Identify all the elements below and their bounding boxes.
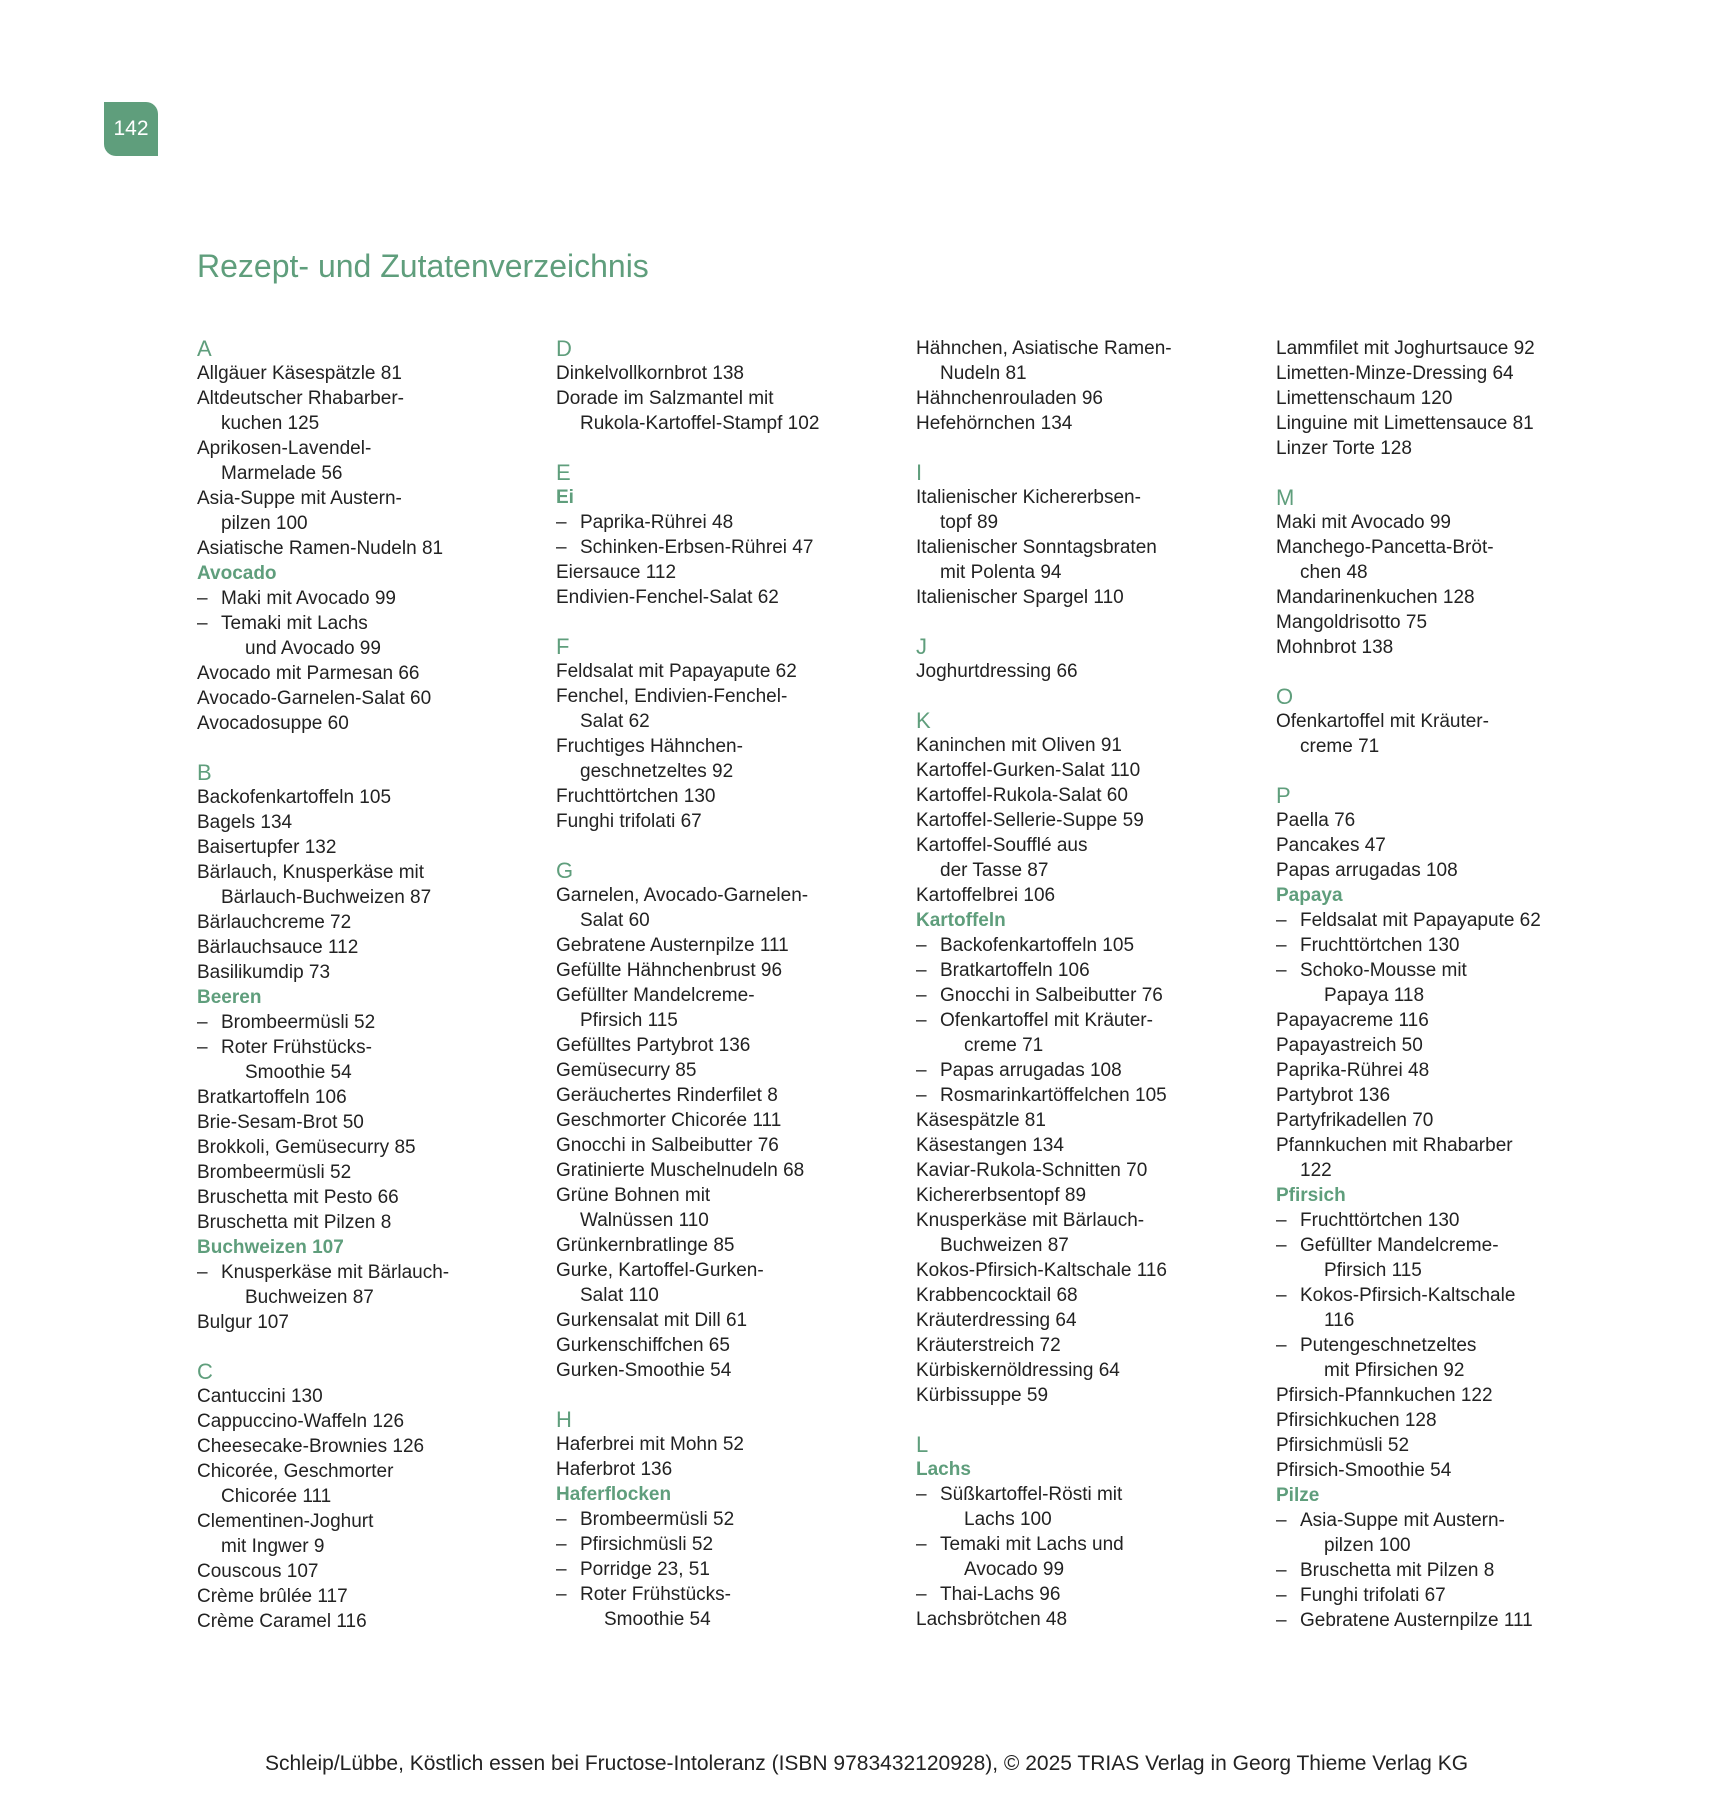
index-entry: Bruschetta mit Pilzen 8	[197, 1212, 392, 1233]
index-entry: Clementinen-Joghurt	[197, 1511, 374, 1532]
index-entry: Gefülltes Partybrot 136	[556, 1035, 751, 1056]
index-entry: Brokkoli, Gemüsecurry 85	[197, 1137, 416, 1158]
index-category: Buchweizen 107	[197, 1237, 344, 1258]
index-entry: Fruchttörtchen 130	[556, 786, 716, 807]
index-entry: Limetten-Minze-Dressing 64	[1276, 363, 1514, 384]
index-entry: Kartoffel-Sellerie-Suppe 59	[916, 810, 1144, 831]
index-subentry: – Gefüllter Mandelcreme-	[1276, 1233, 1621, 1258]
index-entry: Käsespätzle 81	[916, 1110, 1046, 1131]
index-subentry: – Roter Frühstücks-	[197, 1035, 542, 1060]
index-subentry: – Brombeermüsli 52	[197, 1010, 542, 1035]
index-entry: Basilikumdip 73	[197, 962, 331, 983]
index-entry: Avocadosuppe 60	[197, 713, 349, 734]
index-entry: Kokos-Pfirsich-Kaltschale 116	[916, 1260, 1167, 1281]
index-entry-continuation: Chicorée 111	[221, 1486, 332, 1507]
index-entry: Chicorée, Geschmorter	[197, 1461, 394, 1482]
index-entry: Cantuccini 130	[197, 1386, 323, 1407]
index-category: Haferflocken	[556, 1484, 672, 1505]
index-entry-continuation: 122	[1300, 1160, 1332, 1181]
index-entry-continuation: Salat 62	[580, 711, 650, 732]
index-entry: Cappuccino-Waffeln 126	[197, 1411, 405, 1432]
index-subentry: – Asia-Suppe mit Austern-	[1276, 1508, 1621, 1533]
index-entry: Paprika-Rührei 48	[1276, 1060, 1430, 1081]
index-entry: Crème brûlée 117	[197, 1586, 348, 1607]
index-entry: Grünkernbratlinge 85	[556, 1235, 735, 1256]
index-subentry: – Porridge 23, 51	[556, 1557, 901, 1582]
index-letter: A	[197, 336, 212, 361]
index-entry: Feldsalat mit Papayapute 62	[556, 661, 797, 682]
index-entry: Maki mit Avocado 99	[1276, 512, 1451, 533]
index-category: Avocado	[197, 563, 277, 584]
index-entry: Bagels 134	[197, 812, 293, 833]
index-category: Pfirsich	[1276, 1185, 1346, 1206]
index-letter: K	[916, 708, 931, 733]
index-entry: Mandarinenkuchen 128	[1276, 587, 1475, 608]
index-entry: Couscous 107	[197, 1561, 319, 1582]
index-letter: G	[556, 858, 574, 883]
index-subentry: – Schoko-Mousse mit	[1276, 958, 1621, 983]
index-letter: B	[197, 760, 212, 785]
index-entry: Avocado mit Parmesan 66	[197, 663, 420, 684]
footer-citation: Schleip/Lübbe, Köstlich essen bei Fructose-Intoleranz (ISBN 9783432120928), © 2025 TRIAS Verlag in Georg Thieme Verlag KG	[264, 1752, 1469, 1775]
index-entry: Kürbissuppe 59	[916, 1385, 1049, 1406]
index-subentry: – Brombeermüsli 52	[556, 1507, 901, 1532]
index-entry-continuation: Bärlauch-Buchweizen 87	[221, 887, 432, 908]
index-entry-continuation: Pfirsich 115	[1324, 1260, 1422, 1281]
index-letter: H	[556, 1407, 572, 1432]
index-entry: Endivien-Fenchel-Salat 62	[556, 587, 779, 608]
index-entry: Haferbrei mit Mohn 52	[556, 1434, 744, 1455]
index-entry: Mohnbrot 138	[1276, 637, 1394, 658]
index-entry: Fruchtiges Hähnchen-	[556, 736, 743, 757]
index-entry: Cheesecake-Brownies 126	[197, 1436, 425, 1457]
page-number: 142	[104, 102, 158, 156]
index-column-2	[556, 336, 901, 1632]
index-entry: Hähnchenrouladen 96	[916, 388, 1103, 409]
index-entry: Gurke, Kartoffel-Gurken-	[556, 1260, 764, 1281]
index-entry-continuation: pilzen 100	[221, 513, 308, 534]
index-entry: Asia-Suppe mit Austern-	[197, 488, 402, 509]
index-subentry: – Backofenkartoffeln 105	[916, 933, 1261, 958]
index-entry: Käsestangen 134	[916, 1135, 1064, 1156]
index-entry: Kaviar-Rukola-Schnitten 70	[916, 1160, 1148, 1181]
index-entry-continuation: pilzen 100	[1324, 1535, 1411, 1556]
index-entry: Bratkartoffeln 106	[197, 1087, 347, 1108]
index-entry: Gebratene Austernpilze 111	[556, 935, 789, 956]
index-entry: Hähnchen, Asiatische Ramen-	[916, 338, 1172, 359]
index-entry: Krabbencocktail 68	[916, 1285, 1078, 1306]
index-entry: Kartoffelbrei 106	[916, 885, 1056, 906]
index-entry: Gratinierte Muschelnudeln 68	[556, 1160, 805, 1181]
index-entry: Bärlauch, Knusperkäse mit	[197, 862, 425, 883]
index-entry-continuation: der Tasse 87	[940, 860, 1049, 881]
index-entry: Kürbiskernöldressing 64	[916, 1360, 1120, 1381]
index-subentry: – Temaki mit Lachs	[197, 611, 542, 636]
index-entry: Kichererbsentopf 89	[916, 1185, 1087, 1206]
index-entry: Garnelen, Avocado-Garnelen-	[556, 885, 809, 906]
index-category: Papaya	[1276, 885, 1343, 906]
index-entry: Knusperkäse mit Bärlauch-	[916, 1210, 1145, 1231]
index-entry: Fenchel, Endivien-Fenchel-	[556, 686, 788, 707]
index-entry-continuation: topf 89	[940, 512, 999, 533]
index-entry: Eiersauce 112	[556, 562, 677, 583]
index-entry: Dinkelvollkornbrot 138	[556, 363, 744, 384]
index-entry-continuation: Salat 60	[580, 910, 650, 931]
index-entry: Pfirsichkuchen 128	[1276, 1410, 1437, 1431]
index-entry: Lammfilet mit Joghurtsauce 92	[1276, 338, 1535, 359]
index-entry-continuation: mit Ingwer 9	[221, 1536, 325, 1557]
index-entry: Brie-Sesam-Brot 50	[197, 1112, 364, 1133]
index-entry: Italienischer Kichererbsen-	[916, 487, 1141, 508]
index-entry: Crème Caramel 116	[197, 1611, 367, 1632]
index-entry-continuation: Nudeln 81	[940, 363, 1027, 384]
index-entry: Haferbrot 136	[556, 1459, 673, 1480]
index-letter: M	[1276, 485, 1295, 510]
index-entry: Pfirsich-Smoothie 54	[1276, 1460, 1452, 1481]
index-subentry: – Gebratene Austernpilze 111	[1276, 1608, 1621, 1633]
index-entry: Gnocchi in Salbeibutter 76	[556, 1135, 779, 1156]
index-entry: Brombeermüsli 52	[197, 1162, 352, 1183]
index-column-4	[1276, 336, 1621, 1633]
index-subentry: – Fruchttörtchen 130	[1276, 933, 1621, 958]
index-entry: Gurkensalat mit Dill 61	[556, 1310, 748, 1331]
index-column-1	[197, 336, 542, 1634]
index-entry: Geräuchertes Rinderfilet 8	[556, 1085, 778, 1106]
index-subentry: – Ofenkartoffel mit Kräuter-	[916, 1008, 1261, 1033]
index-subentry: – Kokos-Pfirsich-Kaltschale	[1276, 1283, 1621, 1308]
index-subentry: – Bratkartoffeln 106	[916, 958, 1261, 983]
index-entry: Partyfrikadellen 70	[1276, 1110, 1434, 1131]
index-letter: P	[1276, 783, 1291, 808]
index-entry: Kartoffel-Rukola-Salat 60	[916, 785, 1128, 806]
index-entry: Paella 76	[1276, 810, 1356, 831]
index-entry-continuation: Pfirsich 115	[580, 1010, 678, 1031]
index-entry-continuation: Salat 110	[580, 1285, 659, 1306]
index-entry: Gurken-Smoothie 54	[556, 1360, 732, 1381]
index-entry: Dorade im Salzmantel mit	[556, 388, 774, 409]
index-entry: Aprikosen-Lavendel-	[197, 438, 372, 459]
index-subentry: – Thai-Lachs 96	[916, 1582, 1261, 1607]
index-entry: Baisertupfer 132	[197, 837, 337, 858]
index-category: Kartoffeln	[916, 910, 1006, 931]
index-letter: O	[1276, 684, 1294, 709]
index-letter: J	[916, 634, 927, 659]
index-subentry: – Temaki mit Lachs und	[916, 1532, 1261, 1557]
index-entry-continuation: Buchweizen 87	[940, 1235, 1069, 1256]
index-subentry: – Süßkartoffel-Rösti mit	[916, 1482, 1261, 1507]
index-subentry: – Gnocchi in Salbeibutter 76	[916, 983, 1261, 1008]
index-entry: Lachsbrötchen 48	[916, 1609, 1068, 1630]
index-entry: Gemüsecurry 85	[556, 1060, 697, 1081]
index-entry-continuation: Lachs 100	[964, 1509, 1052, 1530]
index-entry: Bruschetta mit Pesto 66	[197, 1187, 399, 1208]
index-entry: Mangoldrisotto 75	[1276, 612, 1428, 633]
index-category: Beeren	[197, 987, 262, 1008]
index-entry: Pancakes 47	[1276, 835, 1386, 856]
index-entry: Manchego-Pancetta-Bröt-	[1276, 537, 1494, 558]
index-entry: Kartoffel-Gurken-Salat 110	[916, 760, 1141, 781]
index-letter: I	[916, 460, 923, 485]
page-title: Rezept- und Zutatenverzeichnis	[197, 248, 649, 284]
index-entry: Funghi trifolati 67	[556, 811, 702, 832]
index-column-3	[916, 336, 1261, 1632]
index-subentry: – Paprika-Rührei 48	[556, 510, 901, 535]
index-entry-continuation: mit Pfirsichen 92	[1324, 1360, 1465, 1381]
index-entry: Hefehörnchen 134	[916, 413, 1073, 434]
index-entry-continuation: Walnüssen 110	[580, 1210, 709, 1231]
index-subentry: – Schinken-Erbsen-Rührei 47	[556, 535, 901, 560]
index-letter: E	[556, 460, 571, 485]
index-subentry: – Putengeschnetzeltes	[1276, 1333, 1621, 1358]
index-entry: Linzer Torte 128	[1276, 438, 1412, 459]
index-subentry: – Bruschetta mit Pilzen 8	[1276, 1558, 1621, 1583]
index-entry: Bärlauchcreme 72	[197, 912, 352, 933]
index-entry-continuation: creme 71	[964, 1035, 1044, 1056]
index-subentry: – Knusperkäse mit Bärlauch-	[197, 1260, 542, 1285]
index-subentry: – Feldsalat mit Papayapute 62	[1276, 908, 1621, 933]
index-category: Ei	[556, 487, 574, 508]
index-entry: Pfirsich-Pfannkuchen 122	[1276, 1385, 1493, 1406]
index-entry-continuation: Buchweizen 87	[245, 1287, 374, 1308]
index-entry-continuation: Avocado 99	[964, 1559, 1065, 1580]
index-entry: Grüne Bohnen mit	[556, 1185, 711, 1206]
index-entry-continuation: 116	[1324, 1310, 1355, 1331]
index-entry: Italienischer Sonntagsbraten	[916, 537, 1157, 558]
index-entry: Kaninchen mit Oliven 91	[916, 735, 1122, 756]
index-entry-continuation: creme 71	[1300, 736, 1380, 757]
index-entry-continuation: Rukola-Kartoffel-Stampf 102	[580, 413, 820, 434]
index-entry-continuation: mit Polenta 94	[940, 562, 1062, 583]
index-entry: Kräuterstreich 72	[916, 1335, 1061, 1356]
index-entry: Pfirsichmüsli 52	[1276, 1435, 1410, 1456]
index-subentry: – Funghi trifolati 67	[1276, 1583, 1621, 1608]
index-entry-continuation: Smoothie 54	[604, 1609, 711, 1630]
index-entry: Papayacreme 116	[1276, 1010, 1429, 1031]
index-entry: Asiatische Ramen-Nudeln 81	[197, 538, 444, 559]
index-subentry: – Rosmarinkartöffelchen 105	[916, 1083, 1261, 1108]
index-entry: Altdeutscher Rhabarber-	[197, 388, 404, 409]
index-entry: Bulgur 107	[197, 1312, 289, 1333]
index-entry: Partybrot 136	[1276, 1085, 1391, 1106]
index-entry: Geschmorter Chicorée 111	[556, 1110, 782, 1131]
index-letter: L	[916, 1432, 929, 1457]
index-entry: Kartoffel-Soufflé aus	[916, 835, 1088, 856]
index-letter: D	[556, 336, 572, 361]
index-entry: Papas arrugadas 108	[1276, 860, 1458, 881]
index-entry-continuation: chen 48	[1300, 562, 1368, 583]
index-entry: Italienischer Spargel 110	[916, 587, 1124, 608]
index-entry: Avocado-Garnelen-Salat 60	[197, 688, 432, 709]
index-entry: Linguine mit Limettensauce 81	[1276, 413, 1534, 434]
index-subentry: – Papas arrugadas 108	[916, 1058, 1261, 1083]
index-entry-continuation: Smoothie 54	[245, 1062, 352, 1083]
index-subentry: – Roter Frühstücks-	[556, 1582, 901, 1607]
index-category: Pilze	[1276, 1485, 1320, 1506]
index-entry-continuation: geschnetzeltes 92	[580, 761, 734, 782]
index-entry: Limettenschaum 120	[1276, 388, 1453, 409]
index-entry: Gefüllter Mandelcreme-	[556, 985, 755, 1006]
index-entry: Allgäuer Käsespätzle 81	[197, 363, 402, 384]
index-subentry: – Maki mit Avocado 99	[197, 586, 542, 611]
index-subentry: – Pfirsichmüsli 52	[556, 1532, 901, 1557]
index-entry: Gefüllte Hähnchenbrust 96	[556, 960, 783, 981]
index-entry-continuation: und Avocado 99	[245, 638, 381, 659]
index-entry-continuation: kuchen 125	[221, 413, 320, 434]
index-entry: Kräuterdressing 64	[916, 1310, 1077, 1331]
index-entry: Backofenkartoffeln 105	[197, 787, 392, 808]
index-entry: Papayastreich 50	[1276, 1035, 1423, 1056]
index-entry: Gurkenschiffchen 65	[556, 1335, 730, 1356]
index-entry: Joghurtdressing 66	[916, 661, 1078, 682]
index-letter: C	[197, 1359, 213, 1384]
index-entry: Ofenkartoffel mit Kräuter-	[1276, 711, 1489, 732]
index-category: Lachs	[916, 1459, 971, 1480]
index-entry: Pfannkuchen mit Rhabarber	[1276, 1135, 1513, 1156]
index-entry-continuation: Papaya 118	[1324, 985, 1425, 1006]
index-entry: Bärlauchsauce 112	[197, 937, 359, 958]
index-subentry: – Fruchttörtchen 130	[1276, 1208, 1621, 1233]
index-letter: F	[556, 634, 570, 659]
index-entry-continuation: Marmelade 56	[221, 463, 343, 484]
